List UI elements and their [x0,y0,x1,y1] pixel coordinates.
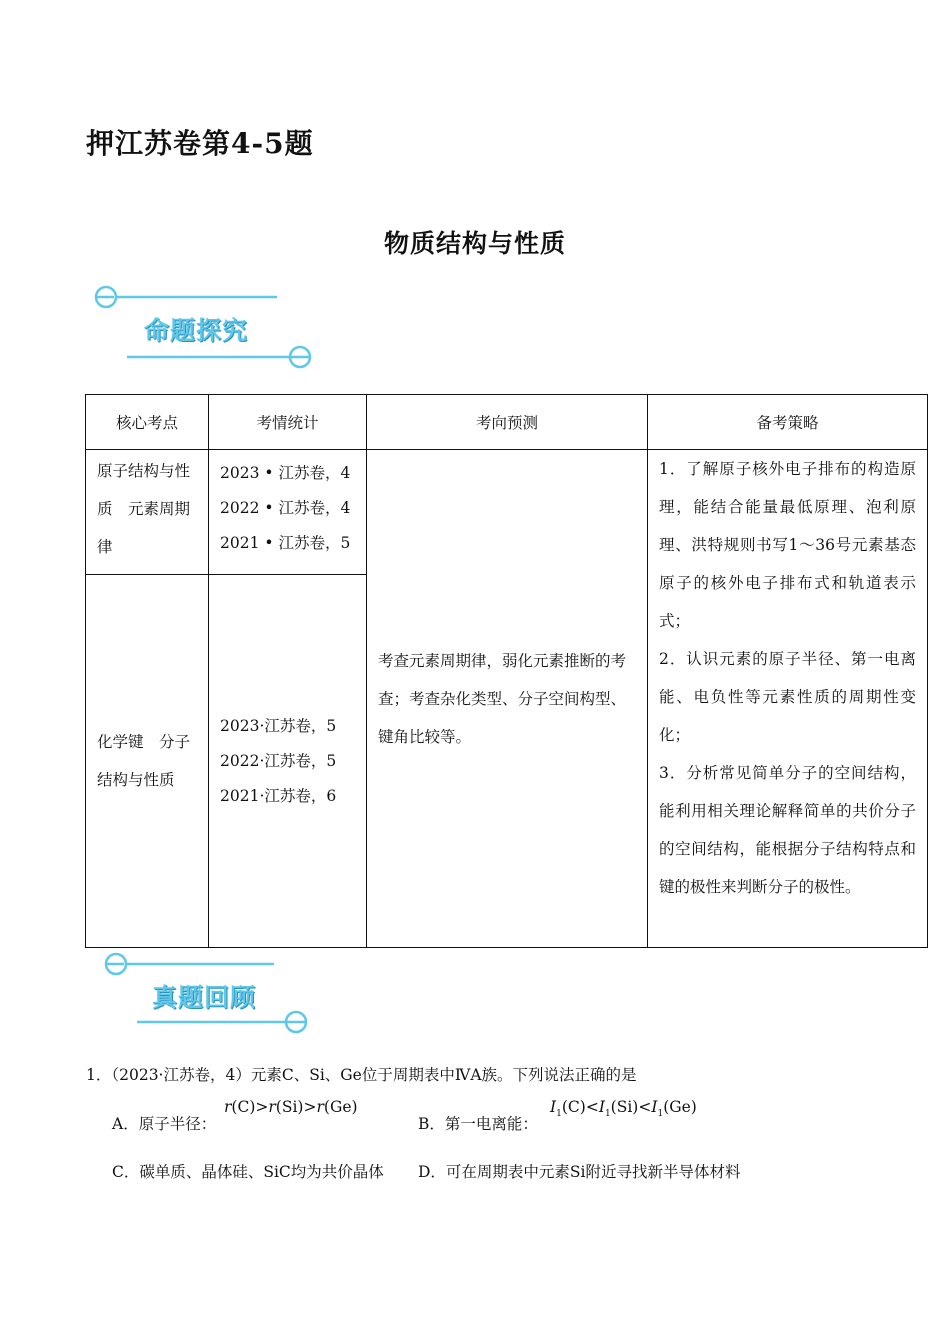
column-header: 考情统计 [209,395,367,450]
option-a-formula: r(C)>r(Si)>r(Ge) [224,1098,358,1116]
banner-past-exams [102,950,342,1040]
banner-label: 命题探究 [144,316,249,345]
stat-line: 2021·江苏卷，6 [220,786,337,805]
banner-label: 真题回顾 [152,983,257,1012]
table-header-row [86,395,928,450]
strategy-item: 3．分析常见简单分子的空间结构，能利用相关理论解释简单的共价分子的空间结构，能根据分子结构特点和键的极性来判断分子的极性。 [659,764,916,896]
stat-line: 2023·江苏卷，5 [220,716,337,735]
strategy-item: 2．认识元素的原子半径、第一电离能、电负性等元素性质的周期性变化； [659,650,916,744]
stats-cell [209,575,367,948]
topic-cell [86,575,209,948]
question-stem: 1．（2023·江苏卷，4）元素C、Si、Ge位于周期表中ⅣA族。下列说法正确的是 [86,1066,637,1084]
stat-line: 2022·江苏卷，5 [220,751,337,770]
stat-line: 2023 • 江苏卷，4 [220,464,351,482]
banner-proposition-inquiry [92,283,332,373]
section-title: 物质结构与性质 [383,229,566,258]
column-header: 备考策略 [648,395,928,450]
topic-text: 化学键 分子结构与性质 [97,733,191,789]
exam-analysis-table [85,394,928,948]
stats-cell [209,450,367,575]
option-d: D．可在周期表中元素Si附近寻找新半导体材料 [418,1163,741,1181]
option-a-label: A．原子半径： [112,1115,217,1133]
column-header: 核心考点 [86,395,209,450]
stat-line: 2021 • 江苏卷，5 [220,534,351,552]
option-b-formula: $I_1(C)<I_1(Si)<I_1(Ge)$ [550,1098,697,1120]
forecast-cell [367,450,648,948]
topic-text: 原子结构与性质 元素周期律 [97,462,191,556]
document-title: 押江苏卷第4-5题 [86,127,314,160]
column-header: 考向预测 [367,395,648,450]
option-c: C．碳单质、晶体硅、SiC均为共价晶体 [112,1163,384,1181]
forecast-text: 考查元素周期律，弱化元素推断的考查；考查杂化类型、分子空间构型、键角比较等。 [378,651,627,746]
option-b-label: B．第一电离能： [418,1115,538,1133]
stat-line: 2022 • 江苏卷，4 [220,499,351,517]
strategy-item: 1．了解原子核外电子排布的构造原理，能结合能量最低原理、泡利原理、洪特规则书写1～36号元素基态原子的核外电子排布式和轨道表示式； [659,460,916,630]
topic-cell [86,450,209,575]
strategy-cell [648,450,928,948]
table-row [86,450,928,575]
